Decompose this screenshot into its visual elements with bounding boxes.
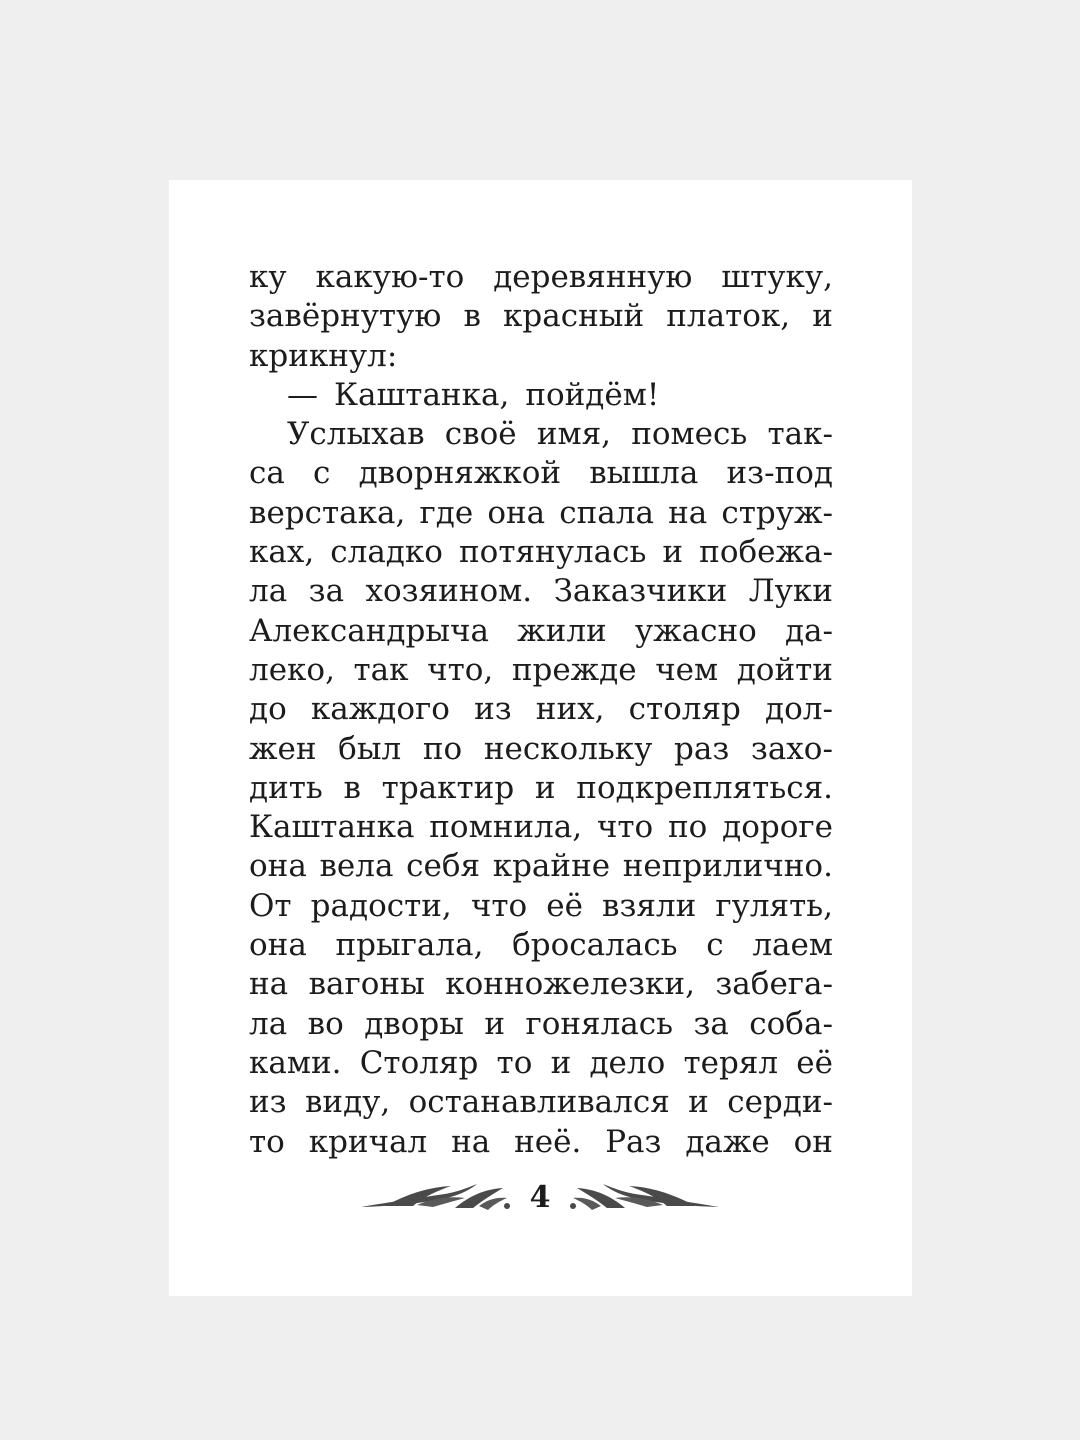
text-word: так xyxy=(353,651,409,688)
text-word: неё. xyxy=(514,1123,582,1160)
text-word: из-под xyxy=(726,455,833,492)
text-word: и xyxy=(534,769,556,806)
text-word: так- xyxy=(767,416,833,453)
text-word: серди- xyxy=(727,1084,833,1121)
text-word: останавливался xyxy=(408,1084,670,1121)
text-word: гулять, xyxy=(715,887,833,924)
text-word: и xyxy=(812,298,833,335)
text-line xyxy=(249,651,833,690)
text-word: по xyxy=(422,730,463,767)
text-word: за xyxy=(308,573,345,610)
text-word: сладко xyxy=(330,534,443,571)
text-word: что, xyxy=(427,651,494,688)
text-word: она xyxy=(249,927,307,964)
text-word: помесь xyxy=(631,416,748,453)
text-word: са xyxy=(249,455,285,492)
text-word: ках, xyxy=(249,534,315,571)
text-word: потянулась xyxy=(459,534,647,571)
text-word: прежде xyxy=(511,651,637,688)
text-word: крайне xyxy=(492,848,611,885)
book-page xyxy=(169,180,912,1296)
text-word: вела xyxy=(319,848,394,885)
text-word: своё xyxy=(444,416,517,453)
text-word: и xyxy=(662,534,684,571)
text-word: лаем xyxy=(752,927,833,964)
text-word: спала xyxy=(559,494,654,531)
page-footer xyxy=(359,1178,721,1226)
text-word: дойти xyxy=(736,651,833,688)
text-word: деревянную xyxy=(493,259,693,295)
text-line xyxy=(249,965,833,1004)
text-word: Луки xyxy=(748,573,833,610)
text-word: за xyxy=(693,1005,729,1042)
text-word: ками. xyxy=(249,1044,342,1081)
text-word: захо- xyxy=(750,730,833,767)
text-word: и xyxy=(484,1005,506,1042)
text-word: из xyxy=(249,1084,287,1121)
text-word: какую-то xyxy=(315,259,465,295)
text-line xyxy=(249,730,833,769)
text-word: на xyxy=(249,966,289,1003)
text-word: крикнул: xyxy=(249,337,398,374)
text-word: он xyxy=(793,1123,833,1160)
text-word: взяли xyxy=(602,887,697,924)
text-word: штуку, xyxy=(721,259,833,295)
text-word: раз xyxy=(674,730,730,767)
text-word: гонялась xyxy=(525,1005,674,1042)
text-word: Александрыча xyxy=(249,612,489,649)
text-word: бросалась xyxy=(512,927,678,964)
text-line xyxy=(249,1123,833,1162)
text-word: нескольку xyxy=(483,730,653,767)
text-word: даже xyxy=(685,1123,770,1160)
text-word: по xyxy=(668,809,708,846)
text-word: побежа- xyxy=(699,534,833,571)
text-word: с xyxy=(706,927,724,964)
text-word: конножелезки, xyxy=(445,966,695,1003)
text-word: её xyxy=(546,887,583,924)
text-word: да- xyxy=(784,612,833,649)
text-word: на xyxy=(668,494,708,531)
text-word: столяр xyxy=(628,691,741,728)
text-word: забега- xyxy=(715,966,833,1003)
text-word: что xyxy=(596,809,654,846)
text-word: неприлично. xyxy=(622,848,833,885)
text-line xyxy=(249,415,833,454)
text-word: то xyxy=(249,1123,285,1160)
text-word: струж- xyxy=(721,494,833,531)
text-word: ла xyxy=(249,573,288,610)
text-line xyxy=(249,1005,833,1044)
text-word: был xyxy=(338,730,402,767)
text-word: них, xyxy=(535,691,605,728)
text-word: жен xyxy=(249,730,317,767)
flourish-right-icon xyxy=(561,1178,721,1226)
text-word: ужасно xyxy=(634,612,757,649)
text-word: из xyxy=(474,691,512,728)
text-word: виду, xyxy=(304,1084,391,1121)
text-word: — xyxy=(287,376,318,413)
text-word: она xyxy=(249,848,307,885)
text-word: дороге xyxy=(722,809,833,846)
text-word: завёрнутую xyxy=(249,298,442,335)
text-word: дело xyxy=(589,1044,666,1081)
text-word: имя, xyxy=(536,416,612,453)
text-word: верстака, xyxy=(249,494,406,531)
text-word: леко, xyxy=(249,651,335,688)
text-word: терял xyxy=(683,1044,779,1081)
text-word: вышла xyxy=(589,455,699,492)
text-word: во xyxy=(307,1005,344,1042)
text-line xyxy=(249,887,833,926)
body-text xyxy=(249,258,833,1162)
text-word: жили xyxy=(517,612,607,649)
text-line xyxy=(249,376,833,415)
text-word: в xyxy=(463,298,481,335)
text-word: с xyxy=(313,455,331,492)
text-word: помнила, xyxy=(429,809,583,846)
text-line xyxy=(249,572,833,611)
text-word: платок, xyxy=(666,298,791,335)
flourish-left-icon xyxy=(359,1178,519,1226)
text-line xyxy=(249,690,833,729)
text-word: каждого xyxy=(310,691,450,728)
text-word: где xyxy=(419,494,474,531)
text-word: и xyxy=(550,1044,572,1081)
text-word: дворы xyxy=(364,1005,464,1042)
text-word: хозяином. xyxy=(365,573,533,610)
text-word: её xyxy=(796,1044,833,1081)
text-word: Столяр xyxy=(359,1044,479,1081)
text-word: чем xyxy=(655,651,719,688)
text-line xyxy=(249,297,833,336)
text-word: вагоны xyxy=(308,966,425,1003)
text-word: до xyxy=(249,691,287,728)
text-line xyxy=(249,454,833,493)
text-word: себя xyxy=(406,848,481,885)
text-word: радости, xyxy=(310,887,452,924)
text-word: Заказчики xyxy=(553,573,728,610)
text-line xyxy=(249,926,833,965)
text-word: что xyxy=(470,887,528,924)
text-word: на xyxy=(451,1123,491,1160)
text-word: она xyxy=(487,494,546,531)
text-line xyxy=(249,847,833,886)
text-word: кричал xyxy=(308,1123,428,1160)
text-line xyxy=(249,612,833,651)
text-word: красный xyxy=(503,298,645,335)
text-word: От xyxy=(249,887,292,924)
text-line xyxy=(249,258,833,297)
text-line xyxy=(249,533,833,572)
text-word: дол- xyxy=(765,691,833,728)
text-word: Услыхав xyxy=(287,416,425,453)
text-word: соба- xyxy=(749,1005,833,1042)
text-word: Каштанка, xyxy=(334,376,510,413)
text-word: подкрепляться. xyxy=(576,769,833,806)
text-line xyxy=(249,494,833,533)
text-word: пойдём! xyxy=(525,376,660,413)
text-word: ла xyxy=(249,1005,288,1042)
text-line xyxy=(249,769,833,808)
text-line xyxy=(249,1044,833,1083)
text-line xyxy=(249,1083,833,1122)
text-word: в xyxy=(343,769,361,806)
text-line xyxy=(249,808,833,847)
text-line xyxy=(249,337,833,376)
text-word: Каштанка xyxy=(249,809,415,846)
text-word: дворняжкой xyxy=(358,455,562,492)
text-word: и xyxy=(688,1084,709,1121)
text-word: трактир xyxy=(381,769,515,806)
text-word: прыгала, xyxy=(335,927,484,964)
text-word: дить xyxy=(249,769,323,806)
text-word: Раз xyxy=(605,1123,662,1160)
text-word: ку xyxy=(249,259,287,295)
page-number: 4 xyxy=(529,1180,551,1215)
text-word: то xyxy=(496,1044,533,1081)
